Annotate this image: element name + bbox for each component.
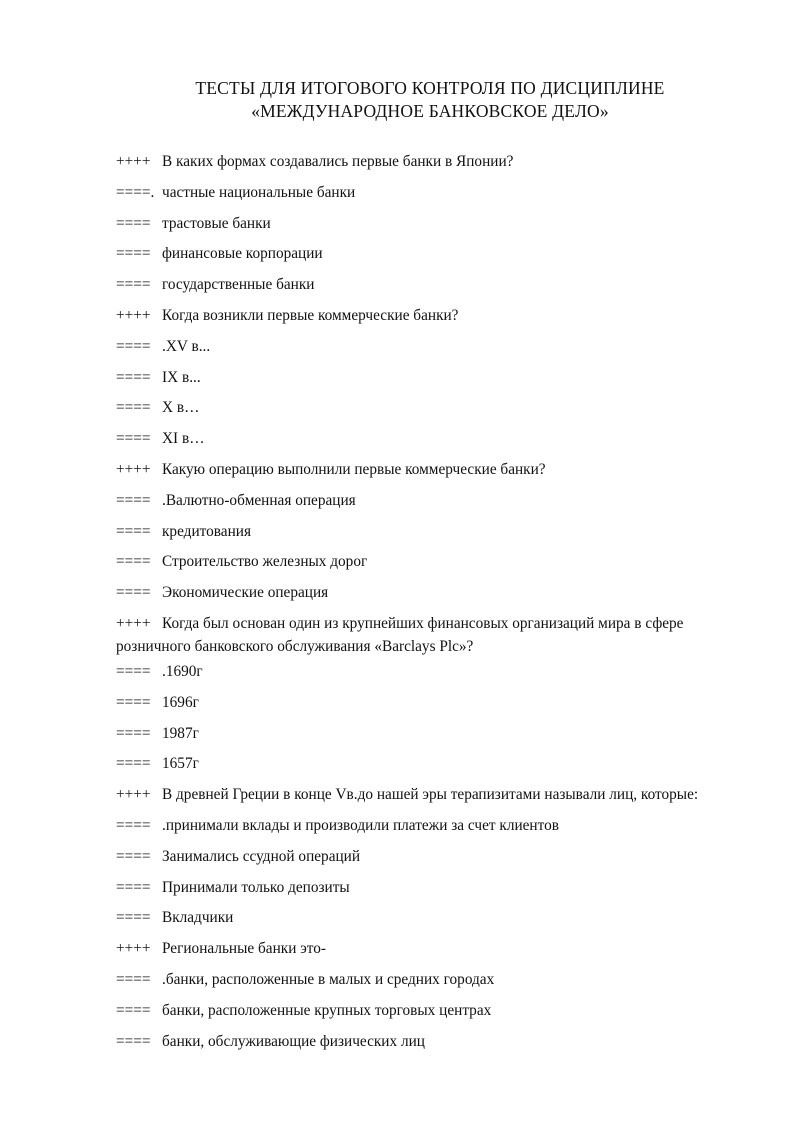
answer-marker: ==== — [116, 584, 151, 602]
document-title — [0, 77, 800, 123]
question-marker: ++++ — [116, 306, 151, 324]
answer-row — [116, 968, 716, 999]
answer-row — [116, 550, 716, 581]
question-text-continued: розничного банковского обслуживания «Barclays Plc»? — [116, 637, 474, 655]
answer-text: государственные банки — [162, 276, 315, 294]
question-text: В каких формах создавались первые банки в Японии? — [162, 153, 514, 170]
question-marker: ++++ — [116, 614, 151, 632]
answer-text: частные национальные банки — [162, 183, 356, 201]
answer-text: Экономические операция — [162, 584, 329, 602]
answer-marker: ==== — [116, 724, 151, 742]
question-row — [116, 458, 716, 489]
answer-row — [116, 366, 716, 397]
answer-text: Вкладчики — [162, 909, 234, 927]
answer-row — [116, 999, 716, 1030]
question-row — [116, 783, 716, 814]
answer-row — [116, 845, 716, 876]
answer-text: 1696г — [162, 693, 199, 711]
answer-text: .банки, расположенные в малых и средних городах — [162, 970, 495, 988]
answer-marker: ==== — [116, 909, 151, 927]
answer-text: 1987г — [162, 724, 199, 742]
answer-text: Принимали только депозиты — [162, 878, 350, 896]
question-text: Когда возникли первые коммерческие банки? — [162, 306, 459, 324]
question-marker: ++++ — [116, 153, 151, 170]
answer-marker: ==== — [116, 491, 151, 509]
answer-marker: ==== — [116, 970, 151, 988]
answer-marker: ==== — [116, 693, 151, 711]
answer-marker: ==== — [116, 276, 151, 294]
test-content — [116, 150, 716, 1060]
question-row — [116, 150, 716, 181]
question-row — [116, 612, 716, 660]
answer-row — [116, 752, 716, 783]
answer-row — [116, 396, 716, 427]
answer-marker: ==== — [116, 1001, 151, 1019]
answer-row — [116, 876, 716, 907]
answer-marker: ====. — [116, 183, 155, 201]
answer-text: IX в... — [162, 368, 201, 386]
answer-row — [116, 242, 716, 273]
answer-text: .принимали вклады и производили платежи за счет клиентов — [162, 816, 559, 834]
answer-marker: ==== — [116, 214, 151, 232]
question-text: Какую операцию выполнили первые коммерческие банки? — [162, 460, 546, 478]
question-marker: ++++ — [116, 786, 151, 804]
answer-text: финансовые корпорации — [162, 245, 323, 263]
answer-text: трастовые банки — [162, 214, 271, 232]
answer-marker: ==== — [116, 662, 151, 680]
answer-row — [116, 660, 716, 691]
answer-row — [116, 273, 716, 304]
question-marker: ++++ — [116, 940, 151, 958]
answer-marker: ==== — [116, 816, 151, 834]
answer-row — [116, 520, 716, 551]
answer-row — [116, 212, 716, 243]
answer-row — [116, 906, 716, 937]
answer-marker: ==== — [116, 337, 151, 355]
answer-row — [116, 1030, 716, 1061]
answer-marker: ==== — [116, 368, 151, 386]
title-line-2: «МЕЖДУНАРОДНОЕ БАНКОВСКОЕ ДЕЛО» — [251, 101, 609, 121]
answer-text: .Валютно-обменная операция — [162, 491, 356, 509]
answer-marker: ==== — [116, 1032, 151, 1050]
answer-text: кредитования — [162, 522, 251, 540]
answer-marker: ==== — [116, 847, 151, 865]
answer-marker: ==== — [116, 430, 151, 448]
answer-text: банки, обслуживающие физических лиц — [162, 1032, 425, 1050]
answer-text: .1690г — [162, 662, 203, 680]
answer-text: X в… — [162, 399, 200, 417]
answer-row — [116, 489, 716, 520]
answer-row — [116, 722, 716, 753]
answer-marker: ==== — [116, 399, 151, 417]
title-line-1: ТЕСТЫ ДЛЯ ИТОГОВОГО КОНТРОЛЯ ПО ДИСЦИПЛИНЕ — [195, 78, 665, 98]
answer-text: .XV в... — [162, 337, 211, 355]
answer-text: Занимались ссудной операций — [162, 847, 361, 865]
answer-row — [116, 427, 716, 458]
answer-text: банки, расположенные крупных торговых центрах — [162, 1001, 492, 1019]
answer-row — [116, 181, 716, 212]
question-marker: ++++ — [116, 460, 151, 478]
question-text: В древней Греции в конце Vв.до нашей эры терапизитами называли лиц, которые: — [162, 786, 699, 804]
question-row — [116, 304, 716, 335]
answer-marker: ==== — [116, 878, 151, 896]
question-text-block — [116, 612, 716, 658]
answer-text: Строительство железных дорог — [162, 553, 368, 571]
answer-row — [116, 581, 716, 612]
question-row — [116, 937, 716, 968]
answer-row — [116, 335, 716, 366]
answer-marker: ==== — [116, 245, 151, 263]
answer-row — [116, 814, 716, 845]
answer-marker: ==== — [116, 755, 151, 773]
question-text: Когда был основан один из крупнейших финансовых организаций мира в сфере — [162, 614, 684, 632]
answer-text: 1657г — [162, 755, 199, 773]
question-text: Региональные банки это- — [162, 940, 326, 958]
answer-marker: ==== — [116, 553, 151, 571]
answer-text: XI в… — [162, 430, 205, 448]
answer-marker: ==== — [116, 522, 151, 540]
answer-row — [116, 691, 716, 722]
